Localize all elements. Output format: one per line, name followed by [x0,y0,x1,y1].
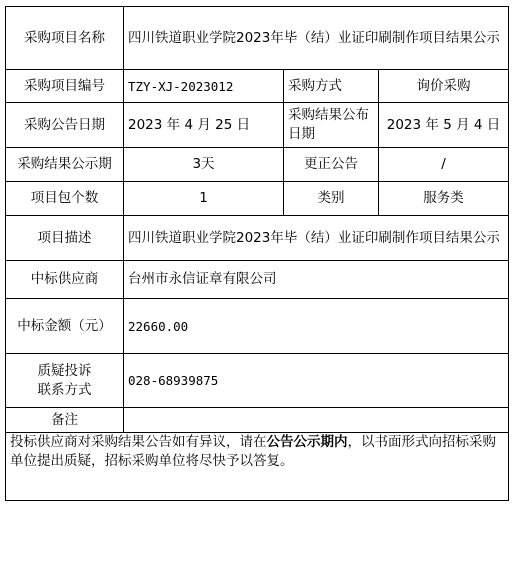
value-announce-date: 2023 年 4 月 25 日 [124,103,284,148]
row-project-name [6,7,509,70]
label-announce-date: 采购公告日期 [6,103,124,148]
value-supplier: 台州市永信证章有限公司 [124,261,509,299]
row-lots [6,182,509,216]
dispute-note [6,433,509,501]
value-remarks [124,408,509,433]
value-contact: 028-68939875 [124,354,509,408]
label-amount: 中标金额（元） [6,299,124,354]
row-project-no [6,70,509,103]
value-project-no: TZY-XJ-2023012 [124,70,284,103]
value-result-period: 3天 [124,148,284,182]
result-notice-table [5,6,509,501]
note-before: 投标供应商对采购结果公告如有异议，请在 [10,434,267,450]
label-remarks: 备注 [6,408,124,433]
value-description: 四川铁道职业学院2023年毕（结）业证印刷制作项目结果公示 [124,216,509,261]
row-remarks [6,408,509,433]
label-result-period: 采购结果公示期 [6,148,124,182]
label-description: 项目描述 [6,216,124,261]
row-result-period [6,148,509,182]
label-contact-line2: 联系方式 [37,381,92,398]
row-note [6,433,509,501]
value-method: 询价采购 [379,70,509,103]
value-category: 服务类 [379,182,509,216]
row-supplier [6,261,509,299]
value-lots: 1 [124,182,284,216]
label-project-name: 采购项目名称 [6,7,124,70]
label-method: 采购方式 [284,70,379,103]
label-lots: 项目包个数 [6,182,124,216]
row-contact [6,354,509,408]
row-amount [6,299,509,354]
label-supplier: 中标供应商 [6,261,124,299]
label-category: 类别 [284,182,379,216]
value-result-date: 2023 年 5 月 4 日 [379,103,509,148]
note-bold: 公告公示期内 [266,434,348,450]
label-correction: 更正公告 [284,148,379,182]
row-dates [6,103,509,148]
value-project-name: 四川铁道职业学院2023年毕（结）业证印刷制作项目结果公示 [124,7,509,70]
note-after: ，以书面形式向招标采购单位提出质疑，招标采购单位将尽快予以答复。 [10,434,496,469]
label-project-no: 采购项目编号 [6,70,124,103]
label-result-date: 采购结果公布日期 [284,103,379,148]
label-contact-line1: 质疑投诉 [37,362,92,379]
value-amount: 22660.00 [124,299,509,354]
row-description [6,216,509,261]
value-correction: / [379,148,509,182]
label-contact [6,354,124,408]
